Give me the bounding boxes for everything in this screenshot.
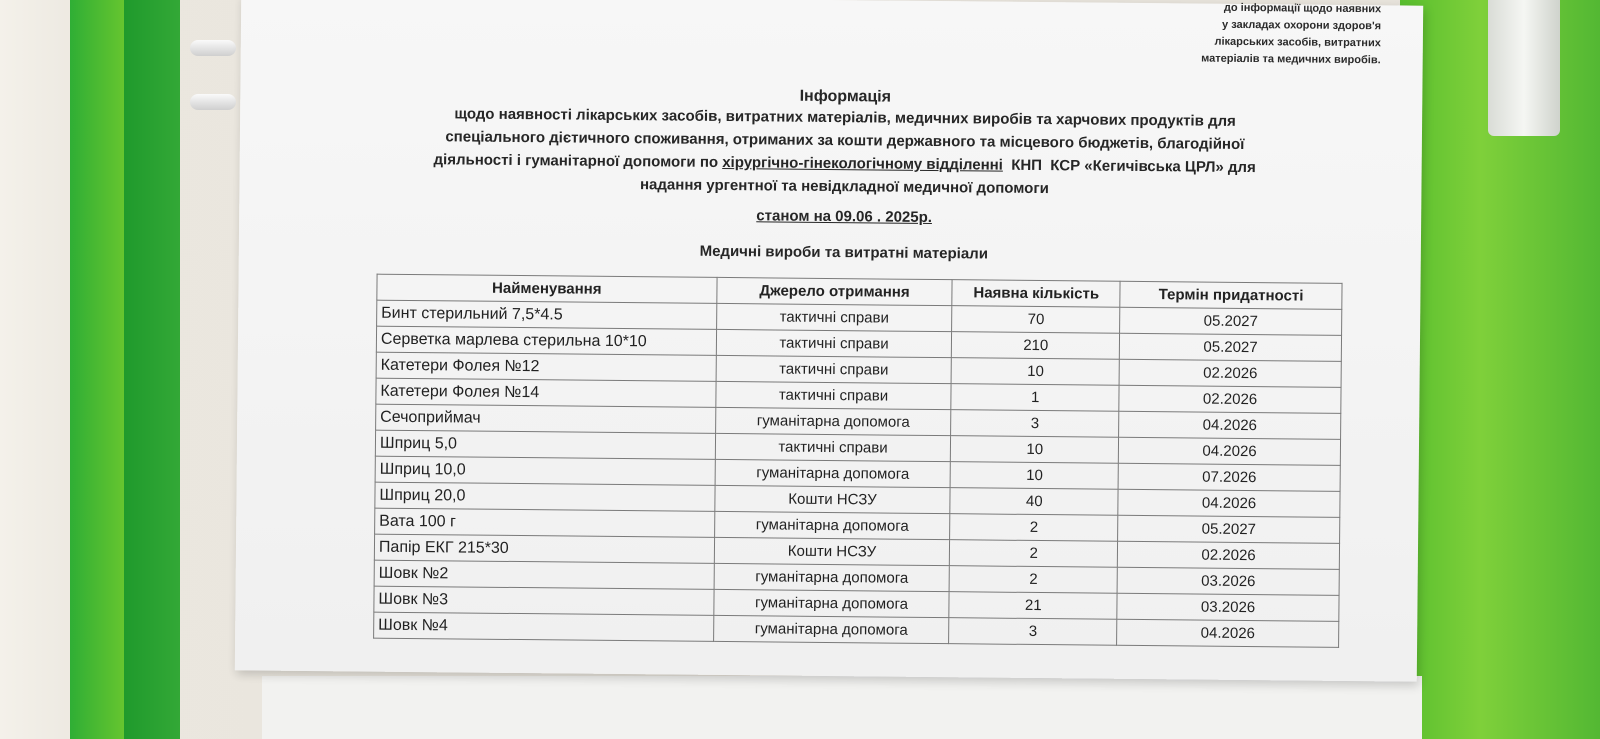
body-line-3-end: КНП КСР «Кегичівська ЦРЛ» для xyxy=(1002,156,1256,177)
item-source: тактичні справи xyxy=(716,329,952,357)
holder-bar-upper xyxy=(190,40,236,56)
item-name: Шовк №4 xyxy=(374,612,714,641)
item-quantity: 10 xyxy=(951,358,1119,386)
item-quantity: 3 xyxy=(949,618,1117,646)
notice-body xyxy=(299,101,1390,203)
corner-note-line: до інформації щодо наявних xyxy=(1223,1,1382,16)
item-quantity: 2 xyxy=(950,514,1118,542)
header-source: Джерело отримання xyxy=(717,277,953,305)
item-source: Кошти НСЗУ xyxy=(715,485,951,513)
item-expiry: 04.2026 xyxy=(1118,489,1340,517)
body-line-4: надання ургентної та невідкладної медичної допомоги xyxy=(639,176,1049,198)
item-expiry: 03.2026 xyxy=(1117,593,1339,621)
item-expiry: 02.2026 xyxy=(1119,359,1341,387)
item-name: Шовк №3 xyxy=(374,586,714,615)
item-expiry: 03.2026 xyxy=(1117,567,1339,595)
item-name: Серветка марлева стерильна 10*10 xyxy=(376,326,716,355)
item-name: Шприц 10,0 xyxy=(375,456,715,485)
corner-note-line: матеріалів та медичних виробів. xyxy=(1201,52,1381,67)
item-source: тактичні справи xyxy=(716,381,952,409)
supplies-table xyxy=(373,274,1342,648)
white-panel-right xyxy=(1488,0,1560,136)
item-quantity: 21 xyxy=(949,592,1117,620)
item-quantity: 210 xyxy=(952,332,1120,360)
item-source: гуманітарна допомога xyxy=(714,563,950,591)
item-name: Сечоприймач xyxy=(376,404,716,433)
body-line-3-start: діяльності і гуманітарної допомоги по xyxy=(433,151,723,171)
item-name: Вата 100 г xyxy=(375,508,715,537)
body-line-2: спеціального дієтичного споживання, отриманих за кошти державного та місцевого бюджетів, благодійної xyxy=(445,128,1245,153)
item-expiry: 02.2026 xyxy=(1119,385,1341,413)
corner-note-line: лікарських засобів, витратних xyxy=(1214,35,1381,50)
item-name: Катетери Фолея №14 xyxy=(376,378,716,407)
item-expiry: 05.2027 xyxy=(1120,333,1342,361)
item-name: Катетери Фолея №12 xyxy=(376,352,716,381)
date-line: станом на 09.06 . 2025р. xyxy=(756,207,933,226)
item-quantity: 2 xyxy=(950,540,1118,568)
holder-bar-lower xyxy=(190,94,236,110)
item-quantity: 1 xyxy=(951,384,1119,412)
item-name: Шприц 20,0 xyxy=(375,482,715,511)
item-source: гуманітарна допомога xyxy=(713,615,949,643)
item-name: Папір ЕКГ 215*30 xyxy=(374,534,714,563)
item-quantity: 3 xyxy=(951,410,1119,438)
item-source: Кошти НСЗУ xyxy=(714,537,950,565)
item-quantity: 40 xyxy=(950,488,1118,516)
body-line-1: щодо наявності лікарських засобів, витратних матеріалів, медичних виробів та харчових продуктів для xyxy=(454,105,1236,130)
item-quantity: 10 xyxy=(951,436,1119,464)
item-expiry: 04.2026 xyxy=(1119,411,1341,439)
item-expiry: 05.2027 xyxy=(1120,307,1342,335)
corner-note xyxy=(1201,0,1381,69)
item-expiry: 04.2026 xyxy=(1119,437,1341,465)
corner-note-line: у закладах охорони здоров'я xyxy=(1222,18,1382,33)
notice-sheet xyxy=(235,0,1423,682)
item-source: гуманітарна допомога xyxy=(715,459,951,487)
item-name: Шовк №2 xyxy=(374,560,714,589)
green-board-left-edge xyxy=(124,0,180,739)
item-quantity: 2 xyxy=(949,566,1117,594)
section-title: Медичні вироби та витратні матеріали xyxy=(699,242,989,263)
underlying-sheet xyxy=(262,676,1422,739)
header-quantity: Наявна кількість xyxy=(952,280,1120,308)
item-quantity: 70 xyxy=(952,306,1120,334)
item-source: тактичні справи xyxy=(716,355,952,383)
item-expiry: 05.2027 xyxy=(1118,515,1340,543)
item-expiry: 07.2026 xyxy=(1118,463,1340,491)
item-source: гуманітарна допомога xyxy=(714,511,950,539)
header-name: Найменування xyxy=(377,274,717,303)
item-source: тактичні справи xyxy=(715,433,951,461)
item-source: тактичні справи xyxy=(716,303,952,331)
notice-title: Інформація xyxy=(799,87,892,106)
item-name: Шприц 5,0 xyxy=(375,430,715,459)
item-quantity: 10 xyxy=(950,462,1118,490)
item-name: Бинт стерильний 7,5*4.5 xyxy=(377,300,717,329)
department-name: хірургічно-гінекологічному відділенні xyxy=(722,153,1003,174)
item-source: гуманітарна допомога xyxy=(714,589,950,617)
item-expiry: 02.2026 xyxy=(1118,541,1340,569)
header-expiry: Термін придатності xyxy=(1120,281,1342,309)
item-source: гуманітарна допомога xyxy=(715,407,951,435)
item-expiry: 04.2026 xyxy=(1117,619,1339,647)
